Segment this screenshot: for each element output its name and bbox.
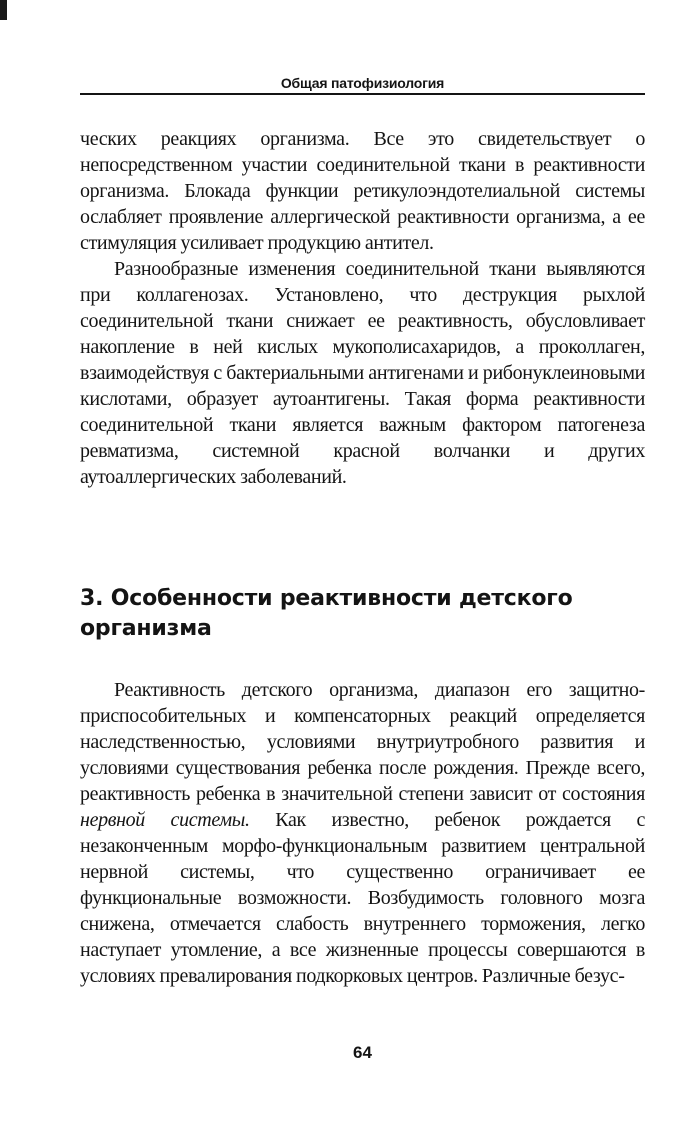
section-heading: 3. Особенности реактивности детского организма bbox=[80, 586, 573, 641]
paragraph-continued: ческих реакциях организма. Все это свидетельствует о непосредственном участии соединительной ткани в реактивности организма. Блокада функции ретикулоэндотелиальной системы ослабляет проявление аллергической реактивности организма, а ее стимуляция усиливает продукцию антител. bbox=[80, 128, 645, 254]
page-number: 64 bbox=[353, 1043, 372, 1062]
running-head-rule bbox=[80, 93, 645, 95]
page-spine-edge bbox=[0, 0, 7, 20]
paragraph-child-reactivity bbox=[80, 677, 645, 989]
running-head-title: Общая патофизиология bbox=[280, 75, 445, 91]
paragraph-text-start: Реактивность детского организма, диапазон его защитно-приспособительных и компенсаторных реакций определяется наследственностью, условиями внутриутробного развития и условиями существования ребенка после рождения. Прежде всего, реактивность ребенка в значительной степени зависит от состояния bbox=[80, 679, 645, 805]
emphasis-nervous-system: нервной системы. bbox=[80, 809, 250, 831]
paragraph-text-end: Как известно, ребенок рождается с незаконченным морфо-функциональным развитием центральной нервной системы, что существенно ограничивает ее функциональные возможности. Возбудимость головного мозга снижена, отмечается слабость внутреннего торможения, легко наступает утомление, а все жизненные процессы совершаются в условиях превалирования подкорковых центров. Различные безус- bbox=[80, 809, 646, 987]
paragraph-collagenoses: Разнообразные изменения соединительной ткани выявляются при коллагенозах. Установлено, что деструкция рыхлой соединительной ткани снижает ее реактивность, обусловливает накопление в ней кислых мукополисахаридов, а проколлаген, взаимодействуя с бактериальными антигенами и рибонуклеиновыми кислотами, образует аутоантигены. Такая форма реактивности соединительной ткани является важным фактором патогенеза ревматизма, системной красной волчанки и других аутоаллергических заболеваний. bbox=[80, 258, 645, 488]
